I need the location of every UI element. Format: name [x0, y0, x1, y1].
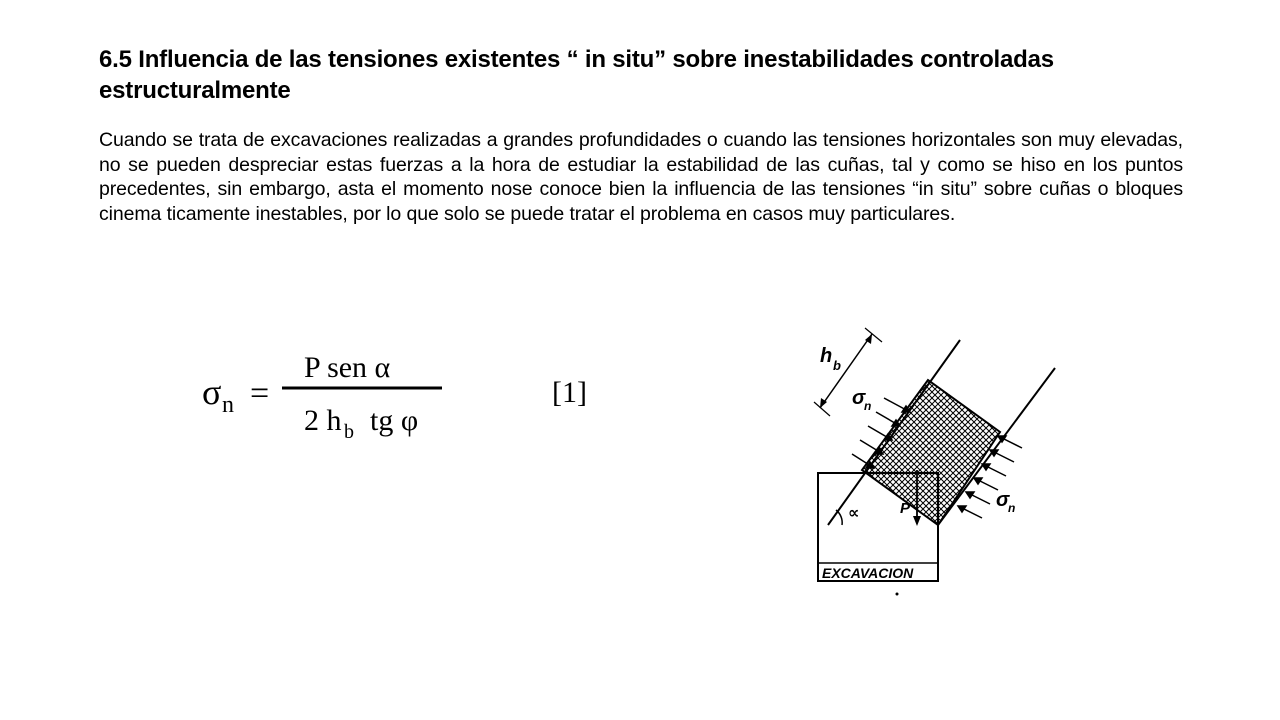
label-sigma-right: σ	[996, 489, 1010, 511]
slide-title: 6.5 Influencia de las tensiones existentes “ in situ” sobre inestabilidades controladas estructuralmente	[99, 46, 1054, 104]
label-hb	[820, 345, 832, 367]
label-sigma-top: σ	[852, 387, 866, 409]
label-hb-letter: h	[820, 345, 833, 367]
label-hb-sub: b	[833, 358, 841, 373]
label-excavation: EXCAVACION	[822, 565, 914, 581]
formula-numerator: P sen α	[304, 351, 391, 384]
diagram-dot	[896, 593, 899, 596]
formula-equation-number: [1]	[552, 376, 587, 409]
formula-denominator-rest: tg φ	[370, 404, 419, 437]
formula-sigma-subscript: n	[222, 392, 234, 418]
formula-equals: =	[250, 375, 270, 412]
label-p: P	[900, 500, 911, 517]
label-sigma-right-sub: n	[1008, 501, 1016, 515]
formula	[200, 340, 620, 460]
label-sigma-top-sub: n	[864, 399, 872, 413]
wedge-diagram	[800, 320, 1070, 610]
formula-denominator-coef: 2 h	[304, 404, 342, 437]
label-alpha: ∝	[848, 505, 860, 522]
formula-denominator-sub: b	[344, 421, 354, 443]
formula-sigma-symbol: σ	[202, 372, 222, 412]
body-paragraph: Cuando se trata de excavaciones realizadas a grandes profundidades o cuando las tensiones horizontales son muy elevadas, no se pueden despreciar estas fuerzas a la hora de estudiar la estabilidad de las cuñas, tal y como se hiso en los puntos precedentes, sin embargo, asta el momento nose conoce bien la influencia de las tensiones “in situ” sobre cuñas o bloques cinema ticamente inestables, por lo que solo se puede tratar el problema en casos muy particulares.	[99, 129, 1183, 225]
